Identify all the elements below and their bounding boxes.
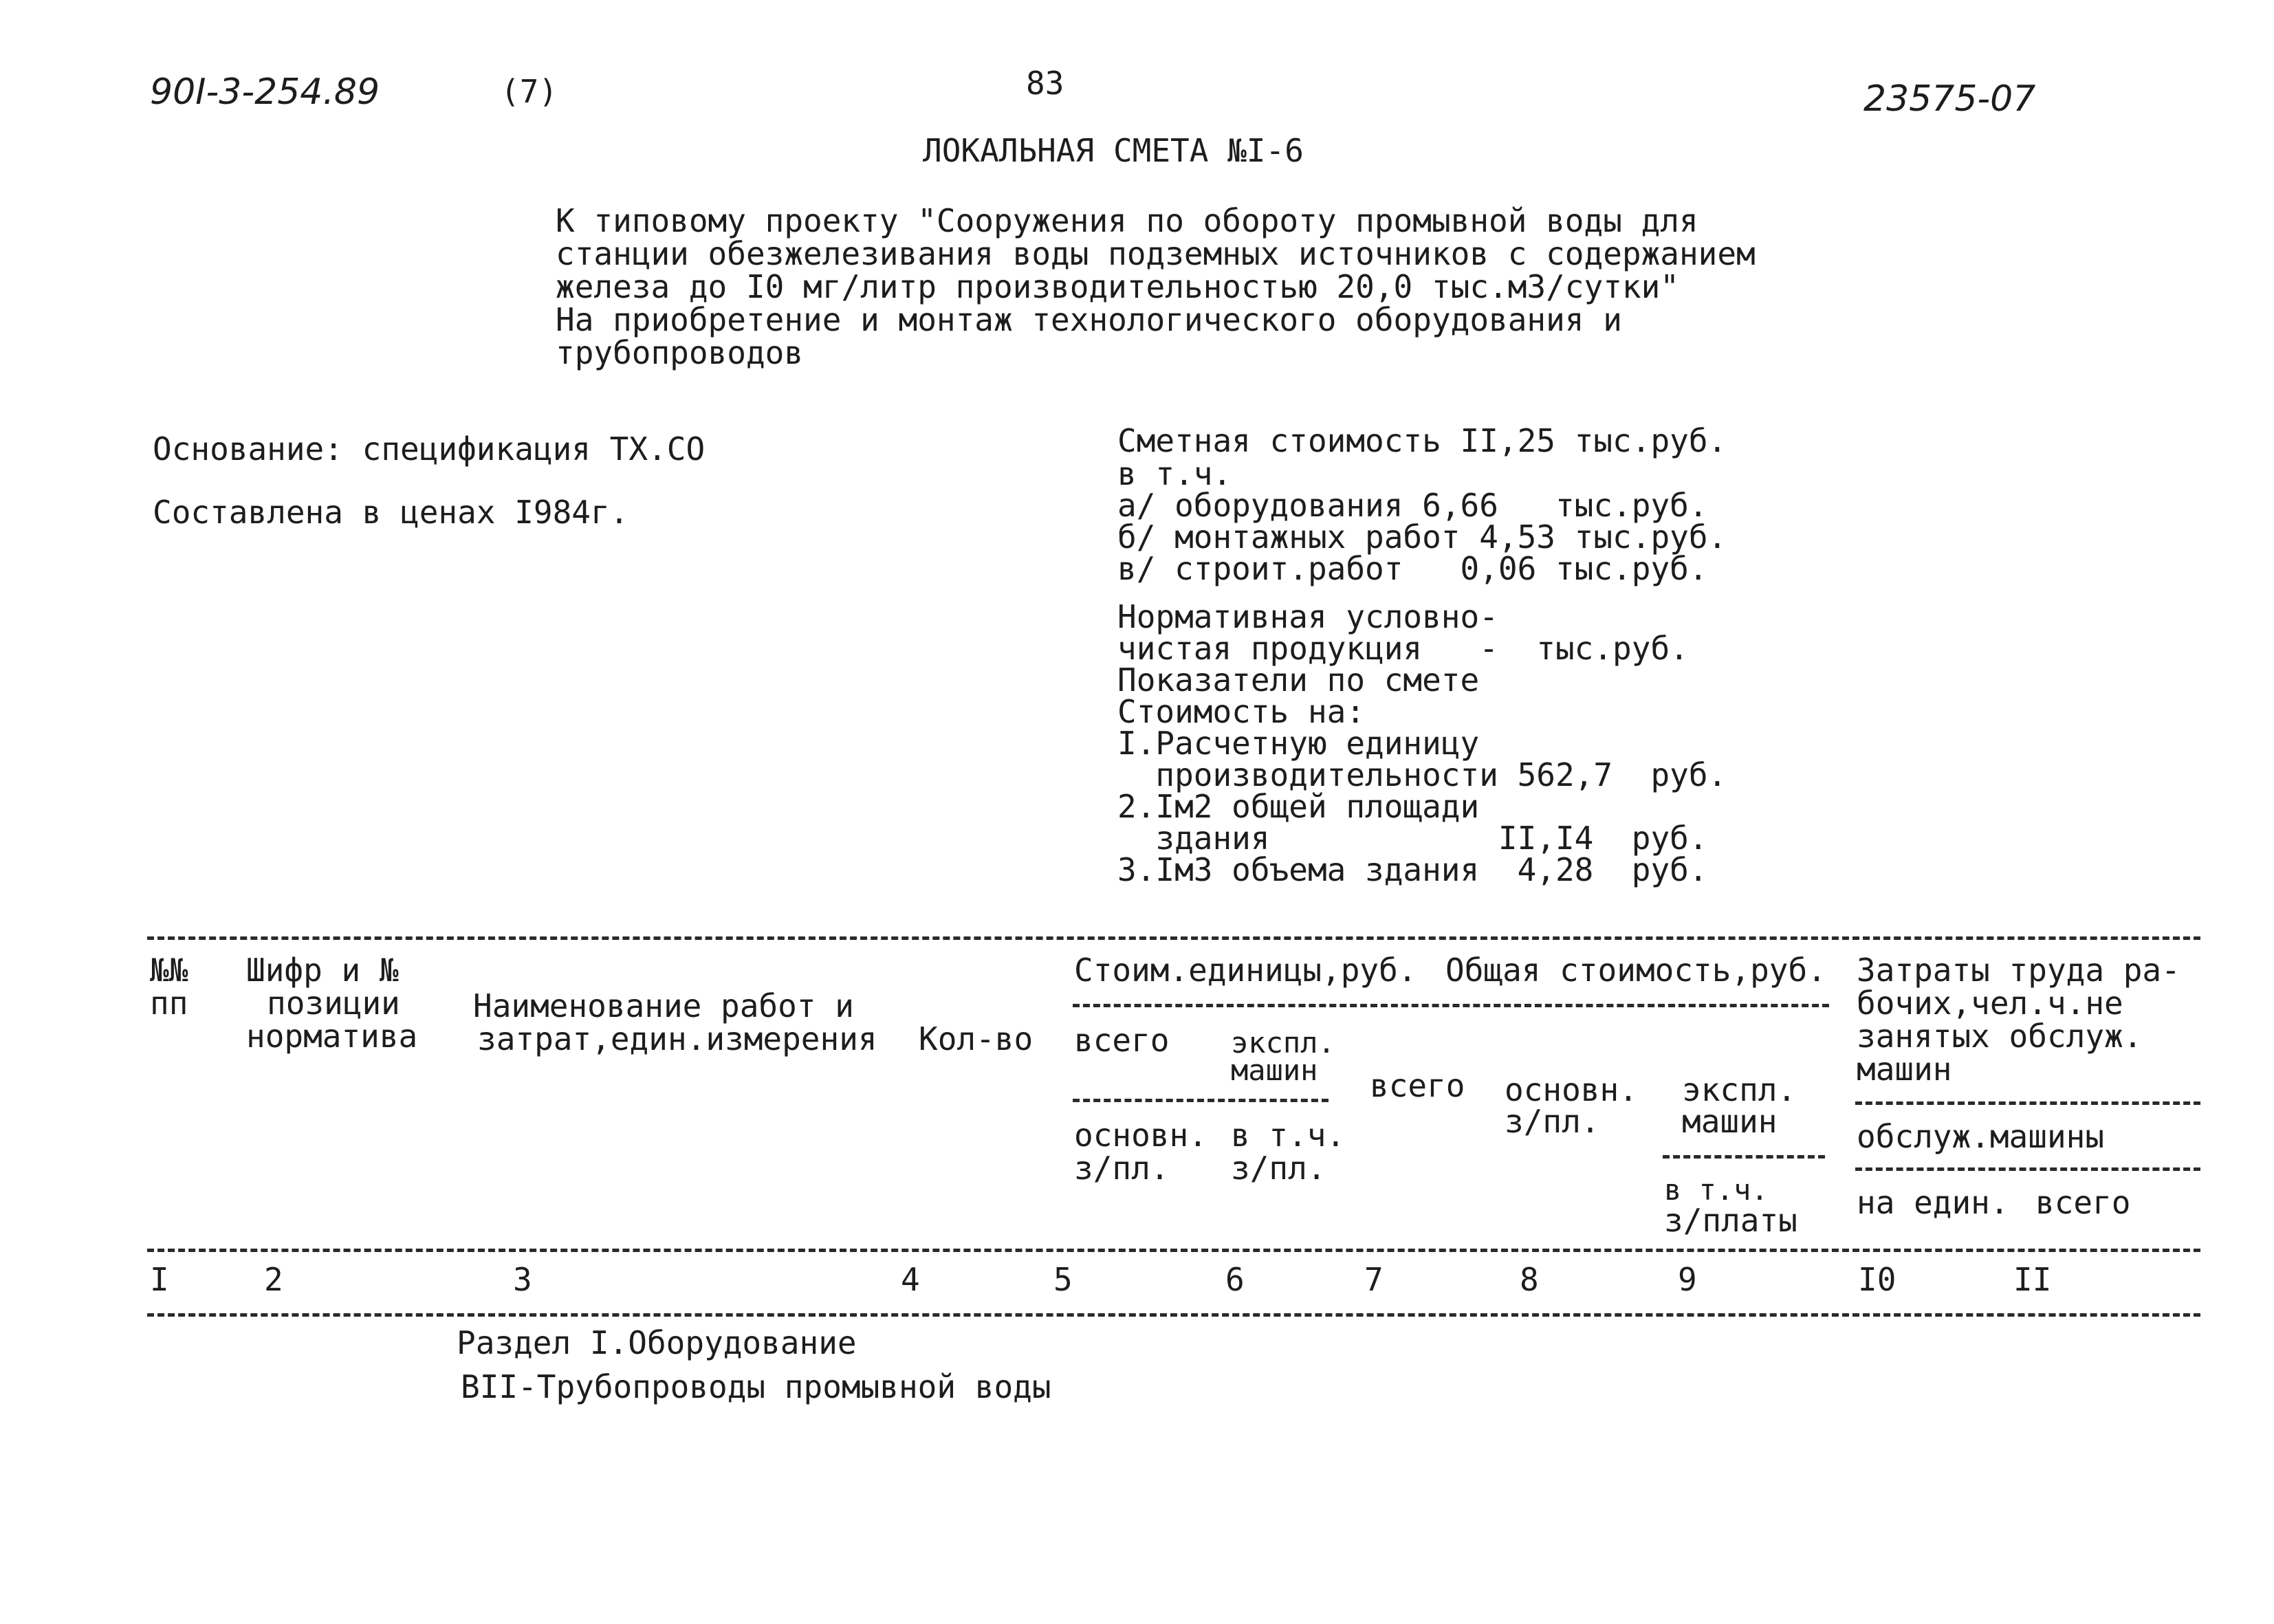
total-mach-header: экспл. [1682, 1071, 1797, 1108]
cost-line: 3.Iм3 объема здания 4,28 руб. [1117, 851, 1708, 888]
col-code-header: Шифр и № [246, 952, 399, 989]
cost-line: в/ строит.работ 0,06 тыс.руб. [1117, 550, 1708, 587]
column-number: 4 [901, 1261, 920, 1298]
total-basic-header: основн. [1505, 1071, 1638, 1108]
labor-header: машин [1857, 1051, 1952, 1088]
cost-line: производительности 562,7 руб. [1117, 756, 1727, 793]
cost-line: I.Расчетную единицу [1117, 725, 1480, 762]
subsection-title: BII-Трубопроводы промывной воды [461, 1368, 1051, 1405]
col-name-header: Наименование работ и [473, 987, 854, 1024]
divider [1663, 1155, 1825, 1159]
description-line: К типовому проекту "Сооружения по обороту промывной воды для [556, 202, 1698, 239]
unit-mach-header: машин [1231, 1053, 1318, 1087]
unit-incl-header: з/пл. [1231, 1150, 1326, 1187]
unit-basic-header: з/пл. [1074, 1150, 1170, 1187]
total-mach-header: машин [1682, 1103, 1778, 1140]
column-number: 7 [1364, 1261, 1384, 1298]
cost-line: Показатели по смете [1117, 661, 1480, 699]
section-title: Раздел I.Оборудование [457, 1324, 857, 1361]
unit-cost-header: Стоим.единицы,руб. [1074, 952, 1417, 989]
document-title: ЛОКАЛЬНАЯ СМЕТА №I-6 [923, 132, 1304, 169]
column-number: 2 [264, 1261, 283, 1298]
description-line: На приобретение и монтаж технологического оборудования и [556, 301, 1622, 338]
divider [147, 1249, 2200, 1252]
total-incl-header: в т.ч. [1664, 1173, 1769, 1207]
description-line: железа до I0 мг/литр производительностью 20,0 тыс.м3/сутки" [556, 268, 1679, 305]
prices-text: Составлена в ценах I984г. [153, 494, 629, 531]
col-number-header: №№ [150, 952, 188, 989]
inventory-number: 23575-07 [1863, 78, 2036, 120]
col-name-header: затрат,един.измерения [477, 1020, 877, 1057]
cost-line: в т.ч. [1117, 455, 1232, 492]
total-basic-header: з/пл. [1505, 1103, 1600, 1140]
col-code-header: позиции [267, 985, 400, 1022]
description-line: трубопроводов [556, 334, 804, 371]
column-number: I [150, 1261, 169, 1298]
sheet-marker: (7) [501, 73, 558, 110]
labor-total-header: всего [2035, 1184, 2131, 1221]
unit-mach-header: экспл. [1231, 1026, 1335, 1060]
cost-line: Стоимость на: [1117, 693, 1366, 730]
col-number-header: пп [150, 985, 188, 1022]
column-number: 5 [1053, 1261, 1073, 1298]
unit-incl-header: в т.ч. [1231, 1117, 1346, 1154]
divider [1855, 1167, 2200, 1171]
total-incl-header: з/платы [1664, 1202, 1797, 1239]
divider [1855, 1101, 2200, 1105]
cost-line: Сметная стоимость II,25 тыс.руб. [1117, 422, 1727, 459]
divider [147, 936, 2200, 940]
labor-header: занятых обслуж. [1857, 1018, 2143, 1055]
column-number: 8 [1520, 1261, 1539, 1298]
cost-line: б/ монтажных работ 4,53 тыс.руб. [1117, 518, 1727, 556]
column-number: 6 [1225, 1261, 1245, 1298]
unit-total-header: всего [1074, 1022, 1170, 1059]
page-number: 83 [1026, 65, 1064, 102]
cost-line: 2.Iм2 общей площади [1117, 788, 1480, 825]
column-number: II [2013, 1261, 2052, 1298]
labor-per-unit-header: на един. [1857, 1184, 2009, 1221]
labor-header: бочих,чел.ч.не [1857, 985, 2123, 1022]
total-all-header: всего [1370, 1067, 1465, 1104]
description-line: станции обезжелезивания воды подземных источников с содержанием [556, 235, 1756, 272]
basis-text: Основание: спецификация ТХ.СО [153, 430, 706, 468]
column-number: 9 [1678, 1261, 1697, 1298]
cost-line: здания II,I4 руб. [1117, 820, 1708, 857]
divider [1073, 1099, 1329, 1102]
total-cost-header: Общая стоимость,руб. [1445, 952, 1826, 989]
cost-line: Нормативная условно- [1117, 598, 1498, 635]
divider [1073, 1004, 1829, 1007]
cost-line: чистая продукция - тыс.руб. [1117, 630, 1689, 667]
document-code: 90I-3-254.89 [150, 72, 380, 113]
col-qty-header: Кол-во [919, 1020, 1034, 1057]
column-number: 3 [513, 1261, 532, 1298]
cost-line: а/ оборудования 6,66 тыс.руб. [1117, 487, 1708, 524]
col-code-header: норматива [246, 1018, 418, 1055]
labor-service-header: обслуж.машины [1857, 1118, 2105, 1155]
labor-header: Затраты труда ра- [1857, 952, 2180, 989]
divider [147, 1313, 2200, 1317]
column-number: I0 [1858, 1261, 1896, 1298]
unit-basic-header: основн. [1074, 1117, 1207, 1154]
